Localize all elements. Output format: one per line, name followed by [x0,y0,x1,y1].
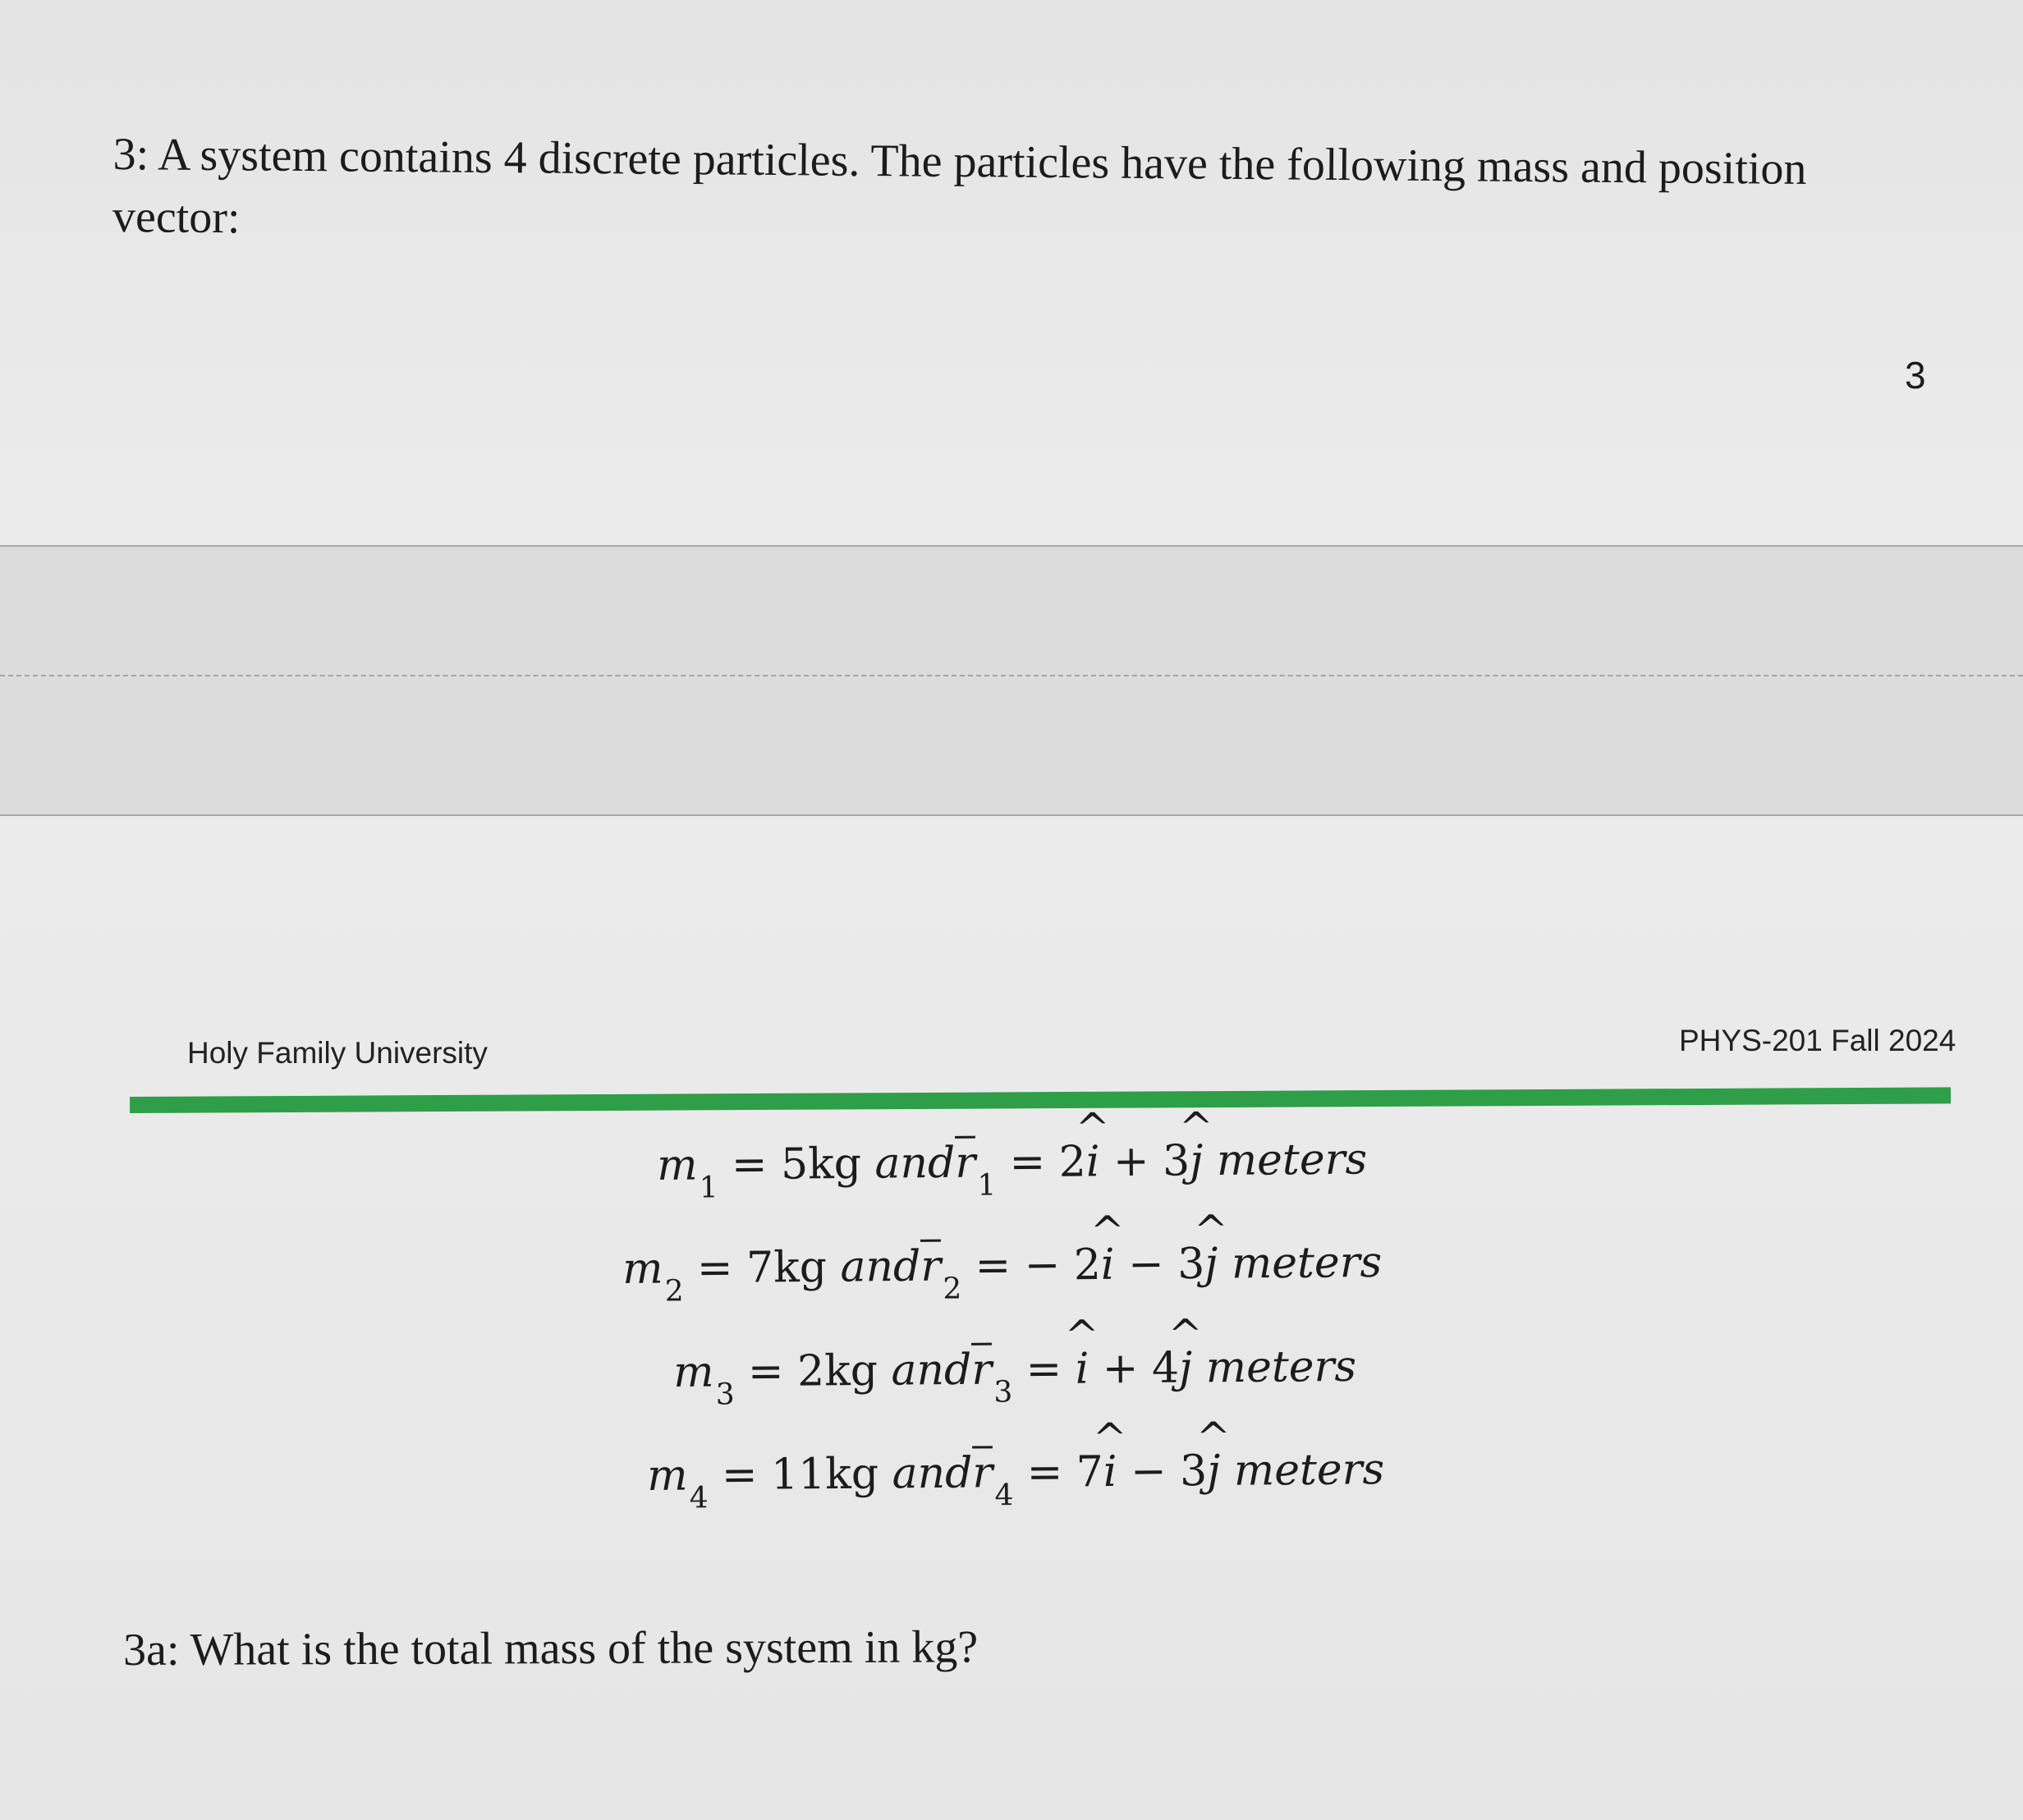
vector-symbol: $\overline{r}$ [971,1345,993,1395]
equals-sign: = [747,1346,784,1397]
vector-symbol: $\overline{r}$ [972,1448,993,1498]
vector-index: 1 [977,1168,997,1203]
mass-index: 3 [715,1378,735,1412]
vector-index: 3 [993,1375,1013,1410]
mass-symbol: m [673,1347,714,1397]
mass-index: 2 [664,1274,684,1309]
operator: + [1112,1136,1149,1187]
mass-symbol: m [622,1244,663,1294]
x-coefficient: − 2 [1024,1240,1102,1291]
header-university: Holy Family University [187,1036,488,1070]
equals-sign: = [696,1243,733,1294]
mass-index: 4 [689,1481,709,1515]
mass-value: 2kg [796,1346,878,1396]
y-coefficient: 4 [1151,1343,1180,1393]
operator: − [1127,1240,1164,1290]
page-break-band [0,545,2023,816]
unit-vector-j: ^ j [1207,1446,1221,1496]
equation-particle-2 [622,1238,1383,1309]
connector-word: and [892,1448,973,1499]
y-coefficient: 3 [1179,1446,1208,1497]
unit-label: meters [1231,1237,1383,1289]
unit-label: meters [1205,1341,1357,1393]
equals-sign: = [1026,1447,1063,1497]
equals-sign: = [975,1240,1012,1291]
equation-particle-3 [673,1342,1356,1412]
unit-vector-j: ^ j [1204,1240,1218,1289]
connector-word: and [891,1345,972,1396]
operator: + [1102,1344,1139,1394]
mass-symbol: m [647,1451,688,1501]
mass-value: 11kg [770,1449,879,1500]
unit-vector-i: ^ i [1086,1137,1100,1186]
x-coefficient: 7 [1076,1447,1104,1497]
operator: − [1130,1446,1167,1497]
unit-vector-j: ^ j [1179,1343,1193,1392]
mass-symbol: m [657,1140,698,1190]
vector-symbol: $\overline{r}$ [955,1138,976,1188]
page-number: 3 [1905,354,1926,397]
unit-vector-j: ^ j [1190,1136,1204,1185]
equals-sign: = [1025,1344,1062,1395]
x-coefficient: 2 [1058,1137,1087,1187]
unit-vector-i: ^ i [1075,1345,1089,1394]
mass-value: 7kg [745,1242,828,1293]
connector-word: and [874,1138,956,1189]
question-text: 3: A system contains 4 discrete particles. The particles have the following mass and position vector: [112,128,1807,244]
connector-word: and [840,1241,921,1292]
equals-sign: = [721,1450,758,1501]
unit-label: meters [1233,1445,1385,1496]
y-coefficient: 3 [1177,1239,1205,1290]
y-coefficient: 3 [1162,1136,1190,1186]
subquestion-text: 3a: What is the total mass of the system in kg? [123,1621,979,1676]
vector-index: 4 [994,1478,1014,1513]
header-course: PHYS-201 Fall 2024 [1679,1024,1956,1057]
unit-label: meters [1216,1135,1368,1186]
mass-value: 5kg [780,1139,862,1190]
vector-symbol: $\overline{r}$ [920,1241,942,1291]
mass-index: 1 [699,1171,718,1205]
vector-index: 2 [943,1272,962,1306]
equals-sign: = [731,1139,768,1190]
equation-particle-4 [647,1445,1385,1515]
equals-sign: = [1009,1137,1046,1188]
equation-particle-1 [657,1135,1368,1205]
page-break-dashed-line [0,675,2023,676]
unit-vector-i: ^ i [1101,1240,1115,1290]
header-rule [130,1087,1951,1113]
unit-vector-i: ^ i [1103,1447,1117,1497]
